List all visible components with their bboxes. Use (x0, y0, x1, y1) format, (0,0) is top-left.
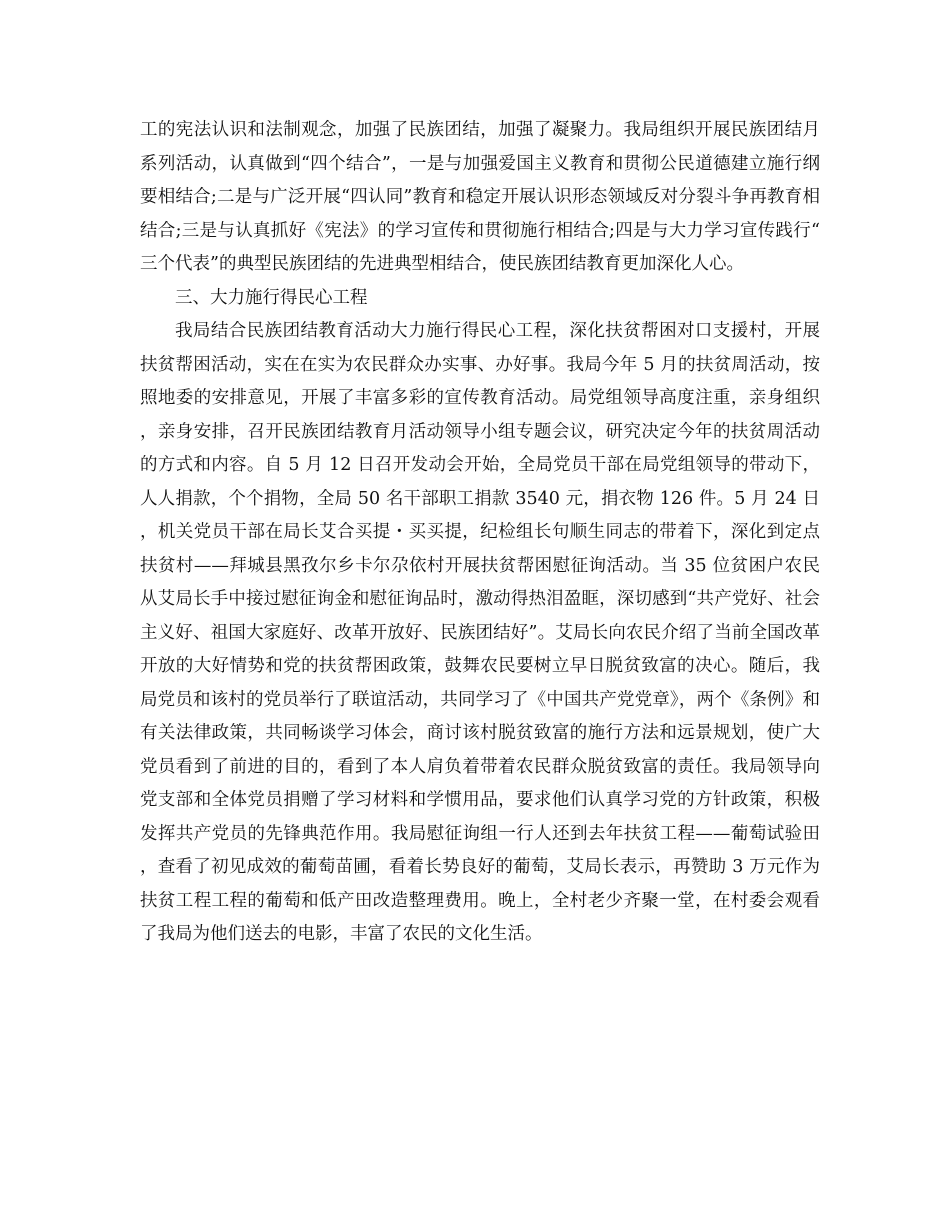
document-body (140, 114, 820, 952)
paragraph-body: 我局结合民族团结教育活动大力施行得民心工程，深化扶贫帮困对口支援村，开展扶贫帮困活动，实在在实为农民群众办实事、办好事。我局今年 5 月的扶贫周活动，按照地委的安排意见，开展了丰富多彩的宣传教育活动。局党组领导高度注重，亲身组织，亲身安排，召开民族团结教育月活动领导小组专题会议，研究决定今年的扶贫周活动的方式和内容。自 5 月 12 日召开发动会开始，全局党员干部在局党组领导的带动下，人人捐款，个个捐物，全局 50 名干部职工捐款 3540 元，捐衣物 126 件。5 月 24 日，机关党员干部在局长艾合买提・买买提，纪检组长句顺生同志的带着下，深化到定点扶贫村——拜城县黑孜尔乡卡尔尕依村开展扶贫帮困慰征询活动。当 35 位贫困户农民从艾局长手中接过慰征询金和慰征询品时，激动得热泪盈眶，深切感到“共产党好、社会主义好、祖国大家庭好、改革开放好、民族团结好”。艾局长向农民介绍了当前全国改革开放的大好情势和党的扶贫帮困政策，鼓舞农民要树立早日脱贫致富的决心。随后，我局党员和该村的党员举行了联谊活动，共同学习了《中国共产党党章》，两个《条例》和有关法律政策，共同畅谈学习体会，商讨该村脱贫致富的施行方法和远景规划，使广大党员看到了前进的目的，看到了本人肩负着带着农民群众脱贫致富的责任。我局领导向党支部和全体党员捐赠了学习材料和学惯用品，要求他们认真学习党的方针政策，积极发挥共产党员的先锋典范作用。我局慰征询组一行人还到去年扶贫工程——葡萄试验田，查看了初见成效的葡萄苗圃，看着长势良好的葡萄，艾局长表示，再赞助 3 万元作为扶贫工程工程的葡萄和低产田改造整理费用。晚上，全村老少齐聚一堂，在村委会观看了我局为他们送去的电影，丰富了农民的文化生活。 (140, 321, 820, 944)
section-heading: 三、大力施行得民心工程 (175, 287, 368, 308)
paragraph-continuation: 工的宪法认识和法制观念，加强了民族团结，加强了凝聚力。我局组织开展民族团结月系列活动，认真做到“四个结合”，一是与加强爱国主义教育和贯彻公民道德建立施行纲要相结合;二是与广泛开展“四认同”教育和稳定开展认识形态领域反对分裂斗争再教育相结合;三是与认真抓好《宪法》的学习宣传和贯彻施行相结合;四是与大力学习宣传践行“三个代表”的典型民族团结的先进典型相结合，使民族团结教育更加深化人心。 (140, 120, 820, 274)
